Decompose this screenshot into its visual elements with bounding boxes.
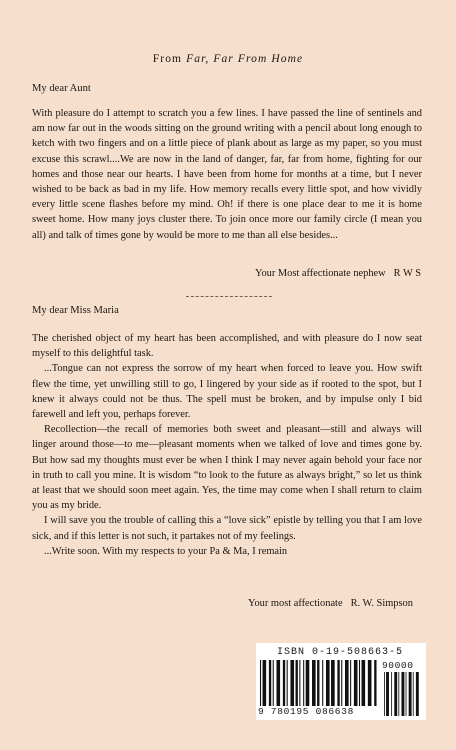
- barcode-bar: [263, 660, 267, 706]
- ean-barcode: [260, 660, 380, 706]
- letter1-salutation: My dear Aunt: [32, 83, 91, 94]
- letter2-paragraph: The cherished object of my heart has been accomplished, and with pleasure do I now seat myself to this delightful task.: [32, 333, 422, 360]
- barcode-bar: [306, 660, 310, 706]
- barcode-bar: [401, 672, 404, 716]
- letter2-signature: R. W. Simpson: [350, 598, 413, 609]
- letter1-body: With pleasure do I attempt to scratch you a few lines. I have passed the line of sentinels and am now far out in the woods sitting on the ground writing with a pencil about long enough to ketch with two fingers and on a little piece of plank about as large as my paper, so you must excuse this scrawl....We are now in the land of danger, far, far from home, fighting for our homes and those near our hearts. I have been from home for months at a time, but I never wished to be back as bad in my life. How memory recalls every little spot, and how vividly every little scene flashes before my mind. Oh! if there is one place dear to me it is home sweet home. How many joys cluster there. To join once more our family circle (I mean you all) and talk of times gone by would be more to me than all else besides...: [32, 108, 422, 241]
- letter2-paragraph: ...Write soon. With my respects to your Pa & Ma, I remain: [44, 545, 288, 557]
- barcode-bar: [322, 660, 323, 706]
- letter2-paragraph: I will save you the trouble of calling this a “love sick” epistle by telling you that I am love sick, and if this letter is not such, it partakes not of my feelings.: [32, 515, 422, 542]
- letter2-paragraph: Recollection—the recall of memories both sweet and pleasant—still and always will linger around those—to me—pleasant moments when we talked of love and times gone by. But how sad my thoughts must ever be when I think I may never again behold your face nor in truth to call you mine. It is wisdom “to look to the future as always bright,” so let us think at least that we should soon meet again. Yes, the time may come when I shall return to claim you as my bride.: [32, 424, 422, 512]
- page-title: [0, 53, 456, 65]
- section-divider: [186, 296, 272, 297]
- barcode-bar: [350, 660, 351, 706]
- barcode-bar: [283, 660, 285, 706]
- barcode-bar: [391, 672, 392, 716]
- title-from: From: [152, 53, 183, 65]
- barcode-bar: [413, 672, 414, 716]
- letter1-closing: Your Most affectionate nephew: [255, 268, 386, 279]
- barcode-bar: [354, 660, 358, 706]
- barcode-bar: [317, 660, 319, 706]
- letter1-signoff: [255, 268, 421, 279]
- barcode-bar: [276, 660, 280, 706]
- letter1-body-container: [32, 106, 422, 243]
- letter2-body-container: [32, 331, 422, 559]
- barcode-bar: [359, 660, 360, 706]
- barcode-bar: [287, 660, 288, 706]
- letter2-paragraph: ...Tongue can not express the sorrow of my heart when forced to leave you. How swift flew the time, yet unwilling still to go, I lingered by your side as if rooted to the spot, but I knew it always could not be thus. The spell must be broken, and by impulse only I bid farewell and left you, perhaps forever.: [32, 363, 422, 421]
- barcode-bar: [326, 660, 330, 706]
- barcode-bar: [394, 672, 397, 716]
- letter2-signoff: [248, 598, 413, 609]
- barcode-bar: [303, 660, 304, 706]
- barcode-bar: [337, 660, 339, 706]
- barcode-bar: [345, 660, 349, 706]
- barcode-bar: [362, 660, 366, 706]
- isbn-text: ISBN 0-19-508663-5: [276, 647, 404, 658]
- barcode-bar: [269, 660, 271, 706]
- barcode-bar: [331, 660, 335, 706]
- barcode-bar: [341, 660, 342, 706]
- price-barcode: [384, 672, 422, 716]
- barcode-bar: [260, 660, 261, 706]
- barcode-box: [256, 643, 426, 720]
- barcode-bar: [273, 660, 274, 706]
- barcode-bar: [374, 660, 376, 706]
- ean-number: 9 780195 086638: [258, 706, 355, 717]
- letter2-salutation: My dear Miss Maria: [32, 305, 119, 316]
- barcode-bar: [398, 672, 399, 716]
- price-code: 90000: [382, 660, 414, 671]
- barcode-bar: [368, 660, 372, 706]
- barcode-bar: [386, 672, 389, 716]
- title-italic: Far, Far From Home: [186, 53, 304, 65]
- barcode-bar: [406, 672, 407, 716]
- barcode-bar: [290, 660, 294, 706]
- barcode-bar: [296, 660, 298, 706]
- letter2-closing: Your most affectionate: [248, 598, 343, 609]
- barcode-bar: [299, 660, 300, 706]
- barcode-bar: [416, 672, 419, 716]
- barcode-bar: [312, 660, 316, 706]
- barcode-bar: [384, 672, 385, 716]
- barcode-bar: [409, 672, 412, 716]
- letter1-signature: R W S: [393, 268, 421, 279]
